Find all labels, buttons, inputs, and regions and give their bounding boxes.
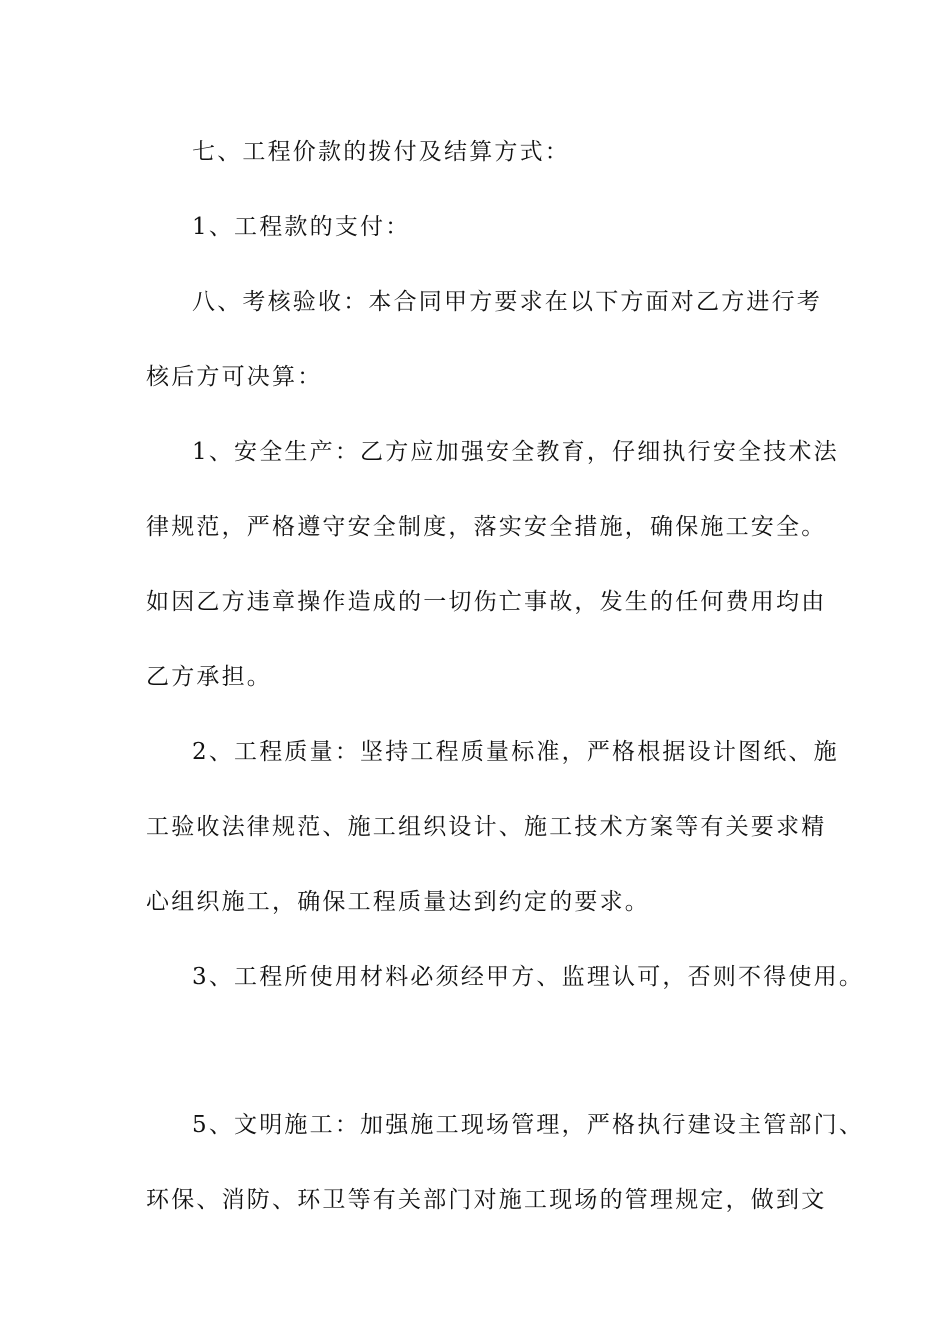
section-heading-8: 八、考核验收：本合同甲方要求在以下方面对乙方进行考	[192, 289, 822, 315]
paragraph-line: 核后方可决算：	[146, 364, 323, 390]
clause-8-5: 5、文明施工：加强施工现场管理，严格执行建设主管部门、	[192, 1112, 865, 1138]
paragraph-line: 律规范，严格遵守安全制度，落实安全措施，确保施工安全。	[146, 514, 827, 540]
paragraph-line: 如因乙方违章操作造成的一切伤亡事故，发生的任何费用均由	[146, 589, 827, 615]
clause-8-3: 3、工程所使用材料必须经甲方、监理认可，否则不得使用。	[192, 964, 865, 990]
clause-8-1: 1、安全生产：乙方应加强安全教育，仔细执行安全技术法	[192, 439, 839, 465]
clause-7-1: 1、工程款的支付：	[192, 214, 411, 240]
paragraph-line: 心组织施工，确保工程质量达到约定的要求。	[146, 889, 650, 915]
paragraph-line: 环保、消防、环卫等有关部门对施工现场的管理规定，做到文	[146, 1187, 827, 1213]
paragraph-line: 乙方承担。	[146, 664, 272, 690]
clause-8-2: 2、工程质量：坚持工程质量标准，严格根据设计图纸、施	[192, 739, 839, 765]
section-heading-7: 七、工程价款的拨付及结算方式：	[192, 139, 570, 165]
paragraph-line: 工验收法律规范、施工组织设计、施工技术方案等有关要求精	[146, 814, 827, 840]
